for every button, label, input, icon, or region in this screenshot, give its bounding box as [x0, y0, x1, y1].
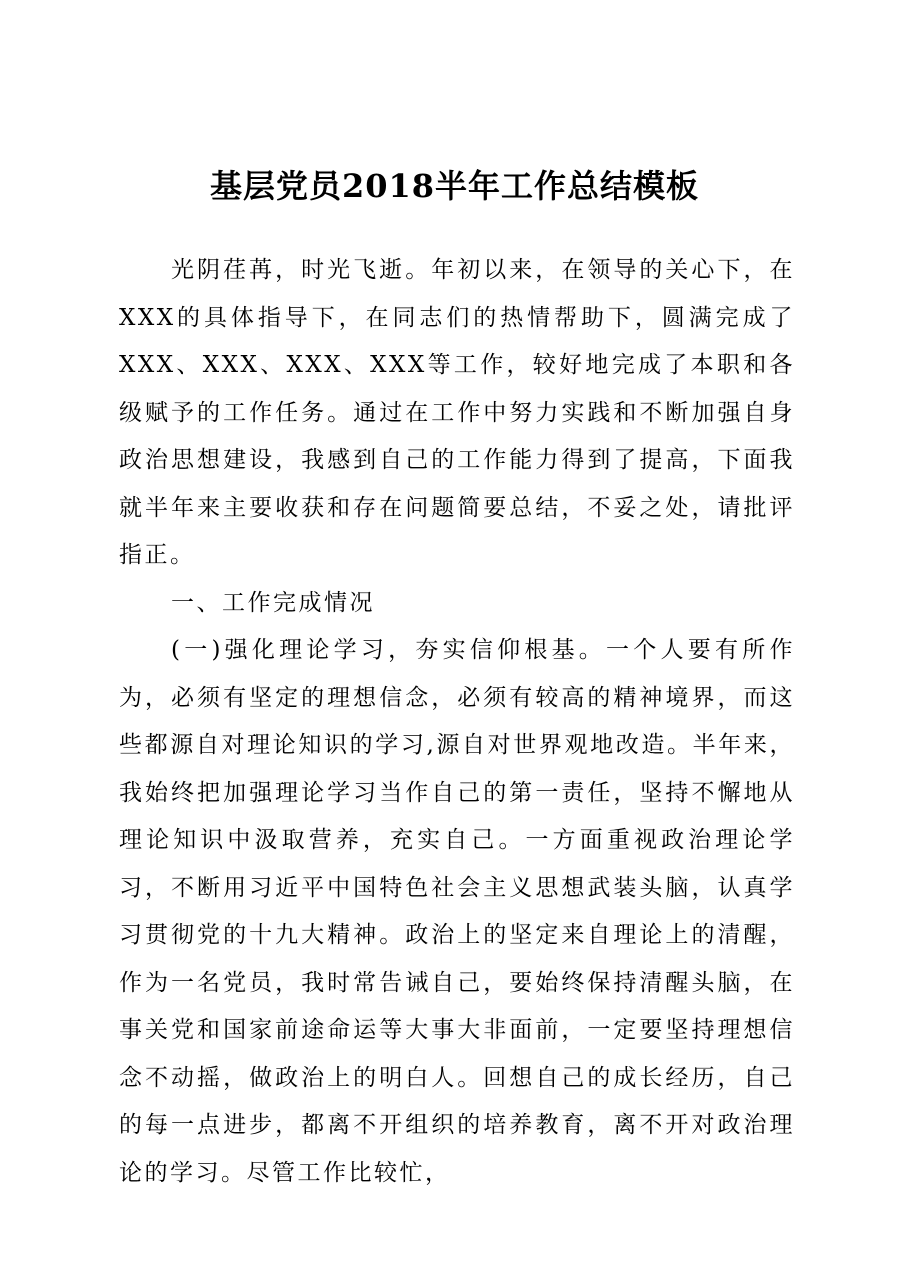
paragraph-intro: 光阴荏苒，时光飞逝。年初以来，在领导的关心下，在XXX的具体指导下，在同志们的热情帮助下，圆满完成了XXX、XXX、XXX、XXX等工作，较好地完成了本职和各级赋予的工作任务。通过在工作中努力实践和不断加强自身政治思想建设，我感到自己的工作能力得到了提高，下面我就半年来主要收获和存在问题简要总结，不妥之处，请批评指正。: [119, 257, 795, 568]
document-body: [119, 247, 795, 1197]
section-heading: 一、工作完成情况: [171, 589, 375, 616]
paragraph-theory-study: (一)强化理论学习，夯实信仰根基。一个人要有所作为，必须有坚定的理想信念，必须有较高的精神境界，而这些都源自对理论知识的学习,源自对世界观地改造。半年来，我始终把加强理论学习当作自己的第一责任，坚持不懈地从理论知识中汲取营养，充实自己。一方面重视政治理论学习，不断用习近平中国特色社会主义思想武装头脑，认真学习贯彻党的十九大精神。政治上的坚定来自理论上的清醒，作为一名党员，我时常告诫自己，要始终保持清醒头脑，在事关党和国家前途命运等大事大非面前，一定要坚持理想信念不动摇，做政治上的明白人。回想自己的成长经历，自己的每一点进步，都离不开组织的培养教育，离不开对政治理论的学习。尽管工作比较忙，: [119, 637, 795, 1186]
document-title: 基层党员2018半年工作总结模板: [209, 167, 700, 205]
